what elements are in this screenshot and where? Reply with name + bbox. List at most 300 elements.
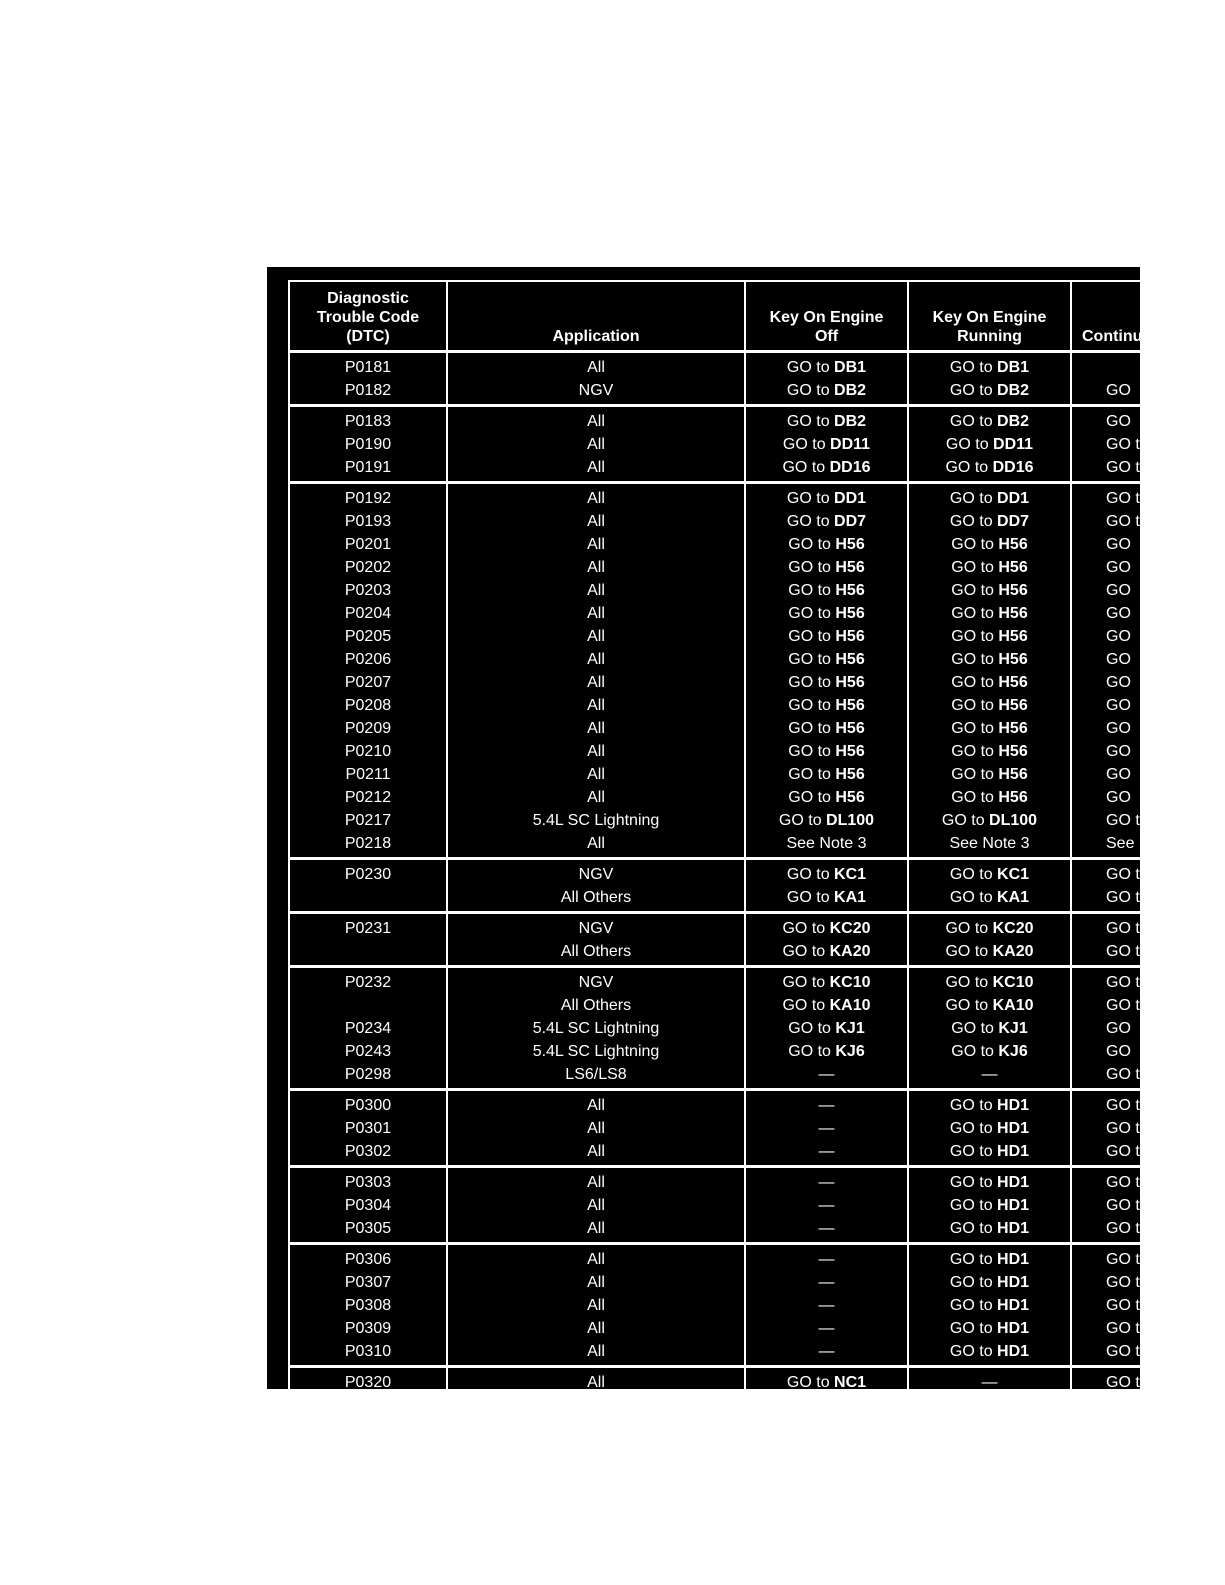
dtc-code-cell: P0310 — [289, 1340, 447, 1367]
continuous-cell: GO t — [1071, 859, 1189, 887]
koer-cell-text: — — [981, 1065, 998, 1083]
koer-cell-text: GO to — [951, 1042, 999, 1060]
continuous-cell: GO t — [1071, 1194, 1189, 1217]
koer-cell-ref: HD1 — [997, 1142, 1030, 1160]
table-row — [289, 832, 1189, 859]
koer-cell-text: GO to — [949, 1342, 998, 1360]
koeo-cell-ref: DB2 — [834, 412, 867, 430]
koer-cell-ref: HD1 — [997, 1319, 1030, 1337]
continuous-cell: GO — [1071, 1017, 1189, 1040]
koeo-cell-text: See Note 3 — [786, 834, 867, 852]
koer-cell — [908, 483, 1071, 511]
table-row — [289, 533, 1189, 556]
dtc-code-cell: P0306 — [289, 1244, 447, 1272]
koeo-cell — [745, 1217, 908, 1244]
dtc-table-image — [267, 267, 1149, 1422]
koer-cell-text: GO to — [949, 489, 998, 507]
koer-cell — [908, 1090, 1071, 1118]
koer-cell-ref: KJ6 — [998, 1042, 1028, 1060]
koer-cell-text: GO to — [951, 673, 999, 691]
koer-cell-ref: H56 — [998, 673, 1028, 691]
table-row — [289, 1244, 1189, 1272]
koer-cell-ref: DD7 — [997, 512, 1030, 530]
application-cell: All — [447, 456, 745, 483]
koeo-cell — [745, 967, 908, 995]
dtc-code-cell: P0190 — [289, 433, 447, 456]
table-row — [289, 913, 1189, 941]
koer-cell-ref: KA20 — [992, 942, 1034, 960]
koeo-cell-text: — — [818, 1219, 835, 1237]
koeo-cell — [745, 556, 908, 579]
table-row — [289, 625, 1189, 648]
koer-cell-text: GO to — [951, 604, 999, 622]
koeo-cell-ref: H56 — [835, 581, 865, 599]
koeo-cell — [745, 1398, 908, 1429]
koeo-cell-ref: DD16 — [829, 458, 871, 476]
table-row — [289, 1271, 1189, 1294]
continuous-cell: GO t — [1071, 940, 1189, 967]
koeo-cell-text: GO to — [788, 673, 836, 691]
koer-cell-text: GO to — [949, 1319, 998, 1337]
koer-cell-ref: H56 — [998, 581, 1028, 599]
continuous-cell: GO to — [1071, 1063, 1189, 1090]
dtc-code-cell: P0300 — [289, 1090, 447, 1118]
koeo-cell-text: GO to — [782, 435, 831, 453]
koer-cell-ref: DD16 — [992, 458, 1034, 476]
koeo-cell-ref: H56 — [835, 696, 865, 714]
application-cell: NGV — [447, 967, 745, 995]
koeo-cell-ref: KC1 — [834, 865, 867, 883]
koer-cell — [908, 740, 1071, 763]
koer-cell-ref: H56 — [998, 742, 1028, 760]
koer-cell-text: GO to — [951, 650, 999, 668]
application-cell: All — [447, 1194, 745, 1217]
dtc-code-cell: P0192 — [289, 483, 447, 511]
koer-cell — [908, 994, 1071, 1017]
koer-cell — [908, 1117, 1071, 1140]
koeo-cell-text: — — [818, 1119, 835, 1137]
koer-cell-ref: HD1 — [997, 1173, 1030, 1191]
continuous-cell: GO t — [1071, 1294, 1189, 1317]
koer-cell-text: GO to — [949, 512, 998, 530]
dtc-code-cell: P0193 — [289, 510, 447, 533]
dtc-code-cell: P0183 — [289, 406, 447, 434]
koeo-cell-text: GO to — [782, 919, 830, 937]
continuous-cell: GO — [1071, 786, 1189, 809]
table-row — [289, 379, 1189, 406]
koer-cell-ref: HD1 — [997, 1296, 1030, 1314]
application-cell: All Others — [447, 886, 745, 913]
koer-cell-ref: KC10 — [992, 973, 1034, 991]
koer-cell — [908, 406, 1071, 434]
dtc-code-cell: P0304 — [289, 1194, 447, 1217]
application-cell: All — [447, 1367, 745, 1398]
continuous-cell: GO — [1071, 625, 1189, 648]
dtc-code-cell: P0211 — [289, 763, 447, 786]
koer-cell — [908, 625, 1071, 648]
application-cell: All — [447, 625, 745, 648]
koer-cell-text: GO to — [949, 1250, 998, 1268]
koeo-cell-ref: H56 — [835, 627, 865, 645]
koer-cell-text: GO to — [949, 1173, 998, 1191]
koeo-cell-text: — — [818, 1196, 835, 1214]
koeo-cell-text: — — [818, 1065, 835, 1083]
koer-cell — [908, 1271, 1071, 1294]
table-row — [289, 1217, 1189, 1244]
koer-cell — [908, 1140, 1071, 1167]
koeo-cell-text: GO to — [786, 358, 835, 376]
application-cell: All — [447, 1117, 745, 1140]
koer-cell — [908, 1194, 1071, 1217]
application-cell: All — [447, 352, 745, 380]
application-cell: All — [447, 1271, 745, 1294]
dtc-code-cell: P0325 — [289, 1398, 447, 1429]
koer-cell-text: GO to — [945, 973, 993, 991]
application-cell: All Others — [447, 994, 745, 1017]
koeo-cell-text: GO to — [788, 558, 836, 576]
dtc-code-cell: P0305 — [289, 1217, 447, 1244]
koer-cell-ref: H56 — [998, 696, 1028, 714]
koer-cell-text: GO to — [949, 1142, 998, 1160]
application-cell: 5.4L SC Lightning — [447, 1017, 745, 1040]
koeo-cell — [745, 483, 908, 511]
koer-cell-text: GO to — [949, 888, 998, 906]
koer-cell-ref: KC1 — [997, 865, 1030, 883]
application-cell: All — [447, 579, 745, 602]
koeo-cell-ref: KA10 — [829, 996, 871, 1014]
dtc-code-cell: P0191 — [289, 456, 447, 483]
application-cell: All — [447, 1244, 745, 1272]
koer-cell — [908, 352, 1071, 380]
koer-cell-text: GO to — [951, 627, 999, 645]
dtc-code-cell: P0234 — [289, 1017, 447, 1040]
koer-cell-text: GO to — [949, 1296, 998, 1314]
application-cell: All — [447, 1140, 745, 1167]
application-cell: All — [447, 717, 745, 740]
koeo-cell — [745, 1017, 908, 1040]
koeo-cell — [745, 433, 908, 456]
table-row — [289, 406, 1189, 434]
koer-cell-ref: H56 — [998, 788, 1028, 806]
koeo-cell-text: GO to — [782, 942, 830, 960]
table-row — [289, 1167, 1189, 1195]
koeo-cell — [745, 1294, 908, 1317]
koer-cell-text: GO to — [949, 865, 998, 883]
dtc-code-cell: P0206 — [289, 648, 447, 671]
continuous-cell: GO t — [1071, 886, 1189, 913]
table-row — [289, 967, 1189, 995]
continuous-cell: GO — [1071, 556, 1189, 579]
continuous-cell: GO — [1071, 406, 1189, 434]
koer-cell — [908, 510, 1071, 533]
koeo-cell-ref: H56 — [835, 765, 865, 783]
koer-cell-text: GO to — [945, 458, 993, 476]
continuous-cell: GO — [1071, 717, 1189, 740]
koeo-cell-ref: DD7 — [834, 512, 867, 530]
koeo-cell-text: GO to — [778, 811, 827, 829]
koer-cell — [908, 1398, 1071, 1429]
koer-cell-ref: HD1 — [997, 1096, 1030, 1114]
dtc-code-cell: P0208 — [289, 694, 447, 717]
koeo-cell-text: GO to — [788, 765, 836, 783]
dtc-code-cell: P0210 — [289, 740, 447, 763]
continuous-cell: GO t — [1071, 913, 1189, 941]
koer-cell-ref: H56 — [998, 650, 1028, 668]
dtc-code-cell: P0212 — [289, 786, 447, 809]
koer-cell-ref: HD1 — [997, 1342, 1030, 1360]
koeo-cell-text: — — [818, 1096, 835, 1114]
continuous-cell: GO t — [1071, 994, 1189, 1017]
application-cell: All — [447, 510, 745, 533]
table-row — [289, 740, 1189, 763]
application-cell: 5.4L SC Lightning — [447, 1040, 745, 1063]
koeo-cell — [745, 533, 908, 556]
koeo-cell — [745, 886, 908, 913]
application-cell: All — [447, 556, 745, 579]
dtc-code-cell: P0205 — [289, 625, 447, 648]
koer-cell — [908, 1244, 1071, 1272]
table-row — [289, 1017, 1189, 1040]
koer-cell — [908, 456, 1071, 483]
dtc-code-cell: P0182 — [289, 379, 447, 406]
koeo-cell-text: GO to — [786, 381, 835, 399]
table-row — [289, 694, 1189, 717]
koeo-cell-ref: H56 — [835, 604, 865, 622]
koeo-cell-ref: H56 — [835, 788, 865, 806]
table-row — [289, 1063, 1189, 1090]
table-row — [289, 1340, 1189, 1367]
application-cell: All — [447, 832, 745, 859]
koeo-cell-text: GO to — [786, 512, 835, 530]
table-row — [289, 556, 1189, 579]
koeo-cell-text: — — [818, 1342, 835, 1360]
koeo-cell-ref: DL100 — [826, 811, 875, 829]
application-cell: All — [447, 433, 745, 456]
table-row — [289, 352, 1189, 380]
koeo-cell — [745, 1063, 908, 1090]
koer-cell-ref: DL100 — [989, 811, 1038, 829]
koer-cell — [908, 1167, 1071, 1195]
koer-cell — [908, 967, 1071, 995]
koer-cell-text: GO to — [949, 1219, 998, 1237]
koeo-cell — [745, 763, 908, 786]
koer-cell-text: GO to — [951, 558, 999, 576]
continuous-cell: GO — [1071, 533, 1189, 556]
koeo-cell-ref: DB2 — [834, 381, 867, 399]
table-row — [289, 1090, 1189, 1118]
koeo-cell-text: GO to — [788, 535, 836, 553]
koer-cell — [908, 886, 1071, 913]
koeo-cell-text: — — [818, 1173, 835, 1191]
koeo-cell-text: GO to — [786, 865, 835, 883]
koer-cell-text: GO to — [949, 381, 998, 399]
koeo-cell — [745, 1117, 908, 1140]
koer-cell-text: GO to — [951, 535, 999, 553]
continuous-cell: GO — [1071, 671, 1189, 694]
continuous-cell: GO t — [1071, 967, 1189, 995]
koer-cell-ref: HD1 — [997, 1196, 1030, 1214]
continuous-cell: GO t — [1071, 483, 1189, 511]
koeo-cell-ref: H56 — [835, 650, 865, 668]
koer-cell-text: GO to — [951, 1019, 999, 1037]
application-cell: All — [447, 406, 745, 434]
continuous-cell: GO — [1071, 579, 1189, 602]
koeo-cell-text: GO to — [788, 1042, 836, 1060]
koer-cell-text: GO to — [951, 765, 999, 783]
application-cell: 5.4L SC Lightning — [447, 809, 745, 832]
koer-cell — [908, 913, 1071, 941]
koeo-cell-ref: KJ6 — [835, 1042, 865, 1060]
dtc-code-cell: P0308 — [289, 1294, 447, 1317]
koeo-cell-text: GO to — [786, 412, 835, 430]
application-cell: All Others — [447, 940, 745, 967]
koer-cell — [908, 1063, 1071, 1090]
koeo-cell-text: GO to — [788, 696, 836, 714]
dtc-code-cell — [289, 940, 447, 967]
koer-cell — [908, 379, 1071, 406]
dtc-code-cell: P0218 — [289, 832, 447, 859]
header-continuous: Continu — [1071, 281, 1189, 352]
table-row — [289, 994, 1189, 1017]
koeo-cell — [745, 940, 908, 967]
koer-cell — [908, 1367, 1071, 1398]
koer-cell-ref: HD1 — [997, 1273, 1030, 1291]
table-row — [289, 1040, 1189, 1063]
header-dtc: Diagnostic Trouble Code (DTC) — [289, 281, 447, 352]
dtc-code-cell: P0217 — [289, 809, 447, 832]
application-cell: All — [447, 1090, 745, 1118]
koer-cell-ref: KA1 — [997, 888, 1030, 906]
koer-cell-text: GO to — [945, 919, 993, 937]
dtc-code-cell: P0232 — [289, 967, 447, 995]
koer-cell — [908, 859, 1071, 887]
continuous-cell: GO t — [1071, 1117, 1189, 1140]
dtc-code-cell — [289, 994, 447, 1017]
koeo-cell-text: GO to — [782, 458, 830, 476]
koer-cell — [908, 602, 1071, 625]
koeo-cell — [745, 1340, 908, 1367]
koer-cell — [908, 832, 1071, 859]
dtc-code-cell: P0203 — [289, 579, 447, 602]
application-cell: All — [447, 648, 745, 671]
koer-cell-ref: HD1 — [997, 1119, 1030, 1137]
table-row — [289, 510, 1189, 533]
koeo-cell — [745, 602, 908, 625]
application-cell: All — [447, 602, 745, 625]
koeo-cell — [745, 579, 908, 602]
continuous-cell: GO t — [1071, 1317, 1189, 1340]
application-cell: All — [447, 1217, 745, 1244]
dtc-code-cell: P0231 — [289, 913, 447, 941]
koer-cell-text: GO to — [951, 696, 999, 714]
koer-cell-ref: DB1 — [997, 358, 1030, 376]
koeo-cell — [745, 406, 908, 434]
koeo-cell — [745, 510, 908, 533]
koeo-cell — [745, 786, 908, 809]
koeo-cell-text: — — [818, 1319, 835, 1337]
koeo-cell — [745, 456, 908, 483]
koer-cell-ref: DD1 — [997, 489, 1030, 507]
koer-cell-ref: H56 — [998, 765, 1028, 783]
table-row — [289, 1398, 1189, 1429]
table-row — [289, 579, 1189, 602]
continuous-cell: GO — [1071, 648, 1189, 671]
koer-cell-text: GO to — [949, 1096, 998, 1114]
dtc-code-cell: P0201 — [289, 533, 447, 556]
koeo-cell — [745, 694, 908, 717]
koer-cell — [908, 648, 1071, 671]
continuous-cell: GO t — [1071, 510, 1189, 533]
koer-cell-ref: DD11 — [993, 435, 1034, 453]
koeo-cell-text: GO to — [788, 650, 836, 668]
koer-cell-ref: DB2 — [997, 412, 1030, 430]
koer-cell — [908, 433, 1071, 456]
koeo-cell — [745, 1244, 908, 1272]
koeo-cell-text: GO to — [788, 788, 836, 806]
table-row — [289, 763, 1189, 786]
dtc-code-cell: P0298 — [289, 1063, 447, 1090]
continuous-cell — [1071, 352, 1189, 380]
koer-cell-text: GO to — [951, 581, 999, 599]
koeo-cell-ref: DB1 — [834, 358, 867, 376]
koeo-cell-text: GO to — [788, 627, 836, 645]
koeo-cell — [745, 994, 908, 1017]
header-row — [289, 281, 1189, 352]
dtc-code-cell: P0320 — [289, 1367, 447, 1398]
dtc-code-cell: P0181 — [289, 352, 447, 380]
continuous-cell: See — [1071, 832, 1189, 859]
koer-cell — [908, 579, 1071, 602]
koer-cell-text: GO to — [949, 1119, 998, 1137]
continuous-cell: GO — [1071, 740, 1189, 763]
table-row — [289, 456, 1189, 483]
application-cell: All — [447, 1294, 745, 1317]
continuous-cell: GO t — [1071, 456, 1189, 483]
table-row — [289, 809, 1189, 832]
koer-cell — [908, 1217, 1071, 1244]
dtc-code-cell: P0303 — [289, 1167, 447, 1195]
continuous-cell: GO t — [1071, 1340, 1189, 1367]
koeo-cell-ref: KA20 — [829, 942, 871, 960]
header-koer: Key On Engine Running — [908, 281, 1071, 352]
application-cell: LS6/LS8 — [447, 1063, 745, 1090]
koeo-cell — [745, 859, 908, 887]
header-application: Application — [447, 281, 745, 352]
table-row — [289, 1294, 1189, 1317]
koer-cell-text: GO to — [951, 788, 999, 806]
application-cell: NGV — [447, 859, 745, 887]
koeo-cell-text: GO to — [788, 719, 836, 737]
continuous-cell: GO — [1071, 763, 1189, 786]
koeo-cell-text: — — [818, 1404, 835, 1422]
koeo-cell-ref: KC10 — [829, 973, 871, 991]
application-cell: All — [447, 763, 745, 786]
dtc-code-cell: P0307 — [289, 1271, 447, 1294]
koer-cell — [908, 1317, 1071, 1340]
continuous-cell: GO — [1071, 379, 1189, 406]
continuous-cell: GO to — [1071, 1398, 1189, 1429]
application-cell: All — [447, 1340, 745, 1367]
koer-cell-ref: HD1 — [997, 1250, 1030, 1268]
koeo-cell-ref: DD1 — [834, 489, 867, 507]
continuous-cell: GO t — [1071, 1244, 1189, 1272]
koer-cell-ref: KC20 — [992, 919, 1034, 937]
koer-cell — [908, 694, 1071, 717]
table-row — [289, 433, 1189, 456]
koeo-cell-text: GO to — [788, 1019, 836, 1037]
dtc-code-cell: P0207 — [289, 671, 447, 694]
dtc-code-cell: P0243 — [289, 1040, 447, 1063]
